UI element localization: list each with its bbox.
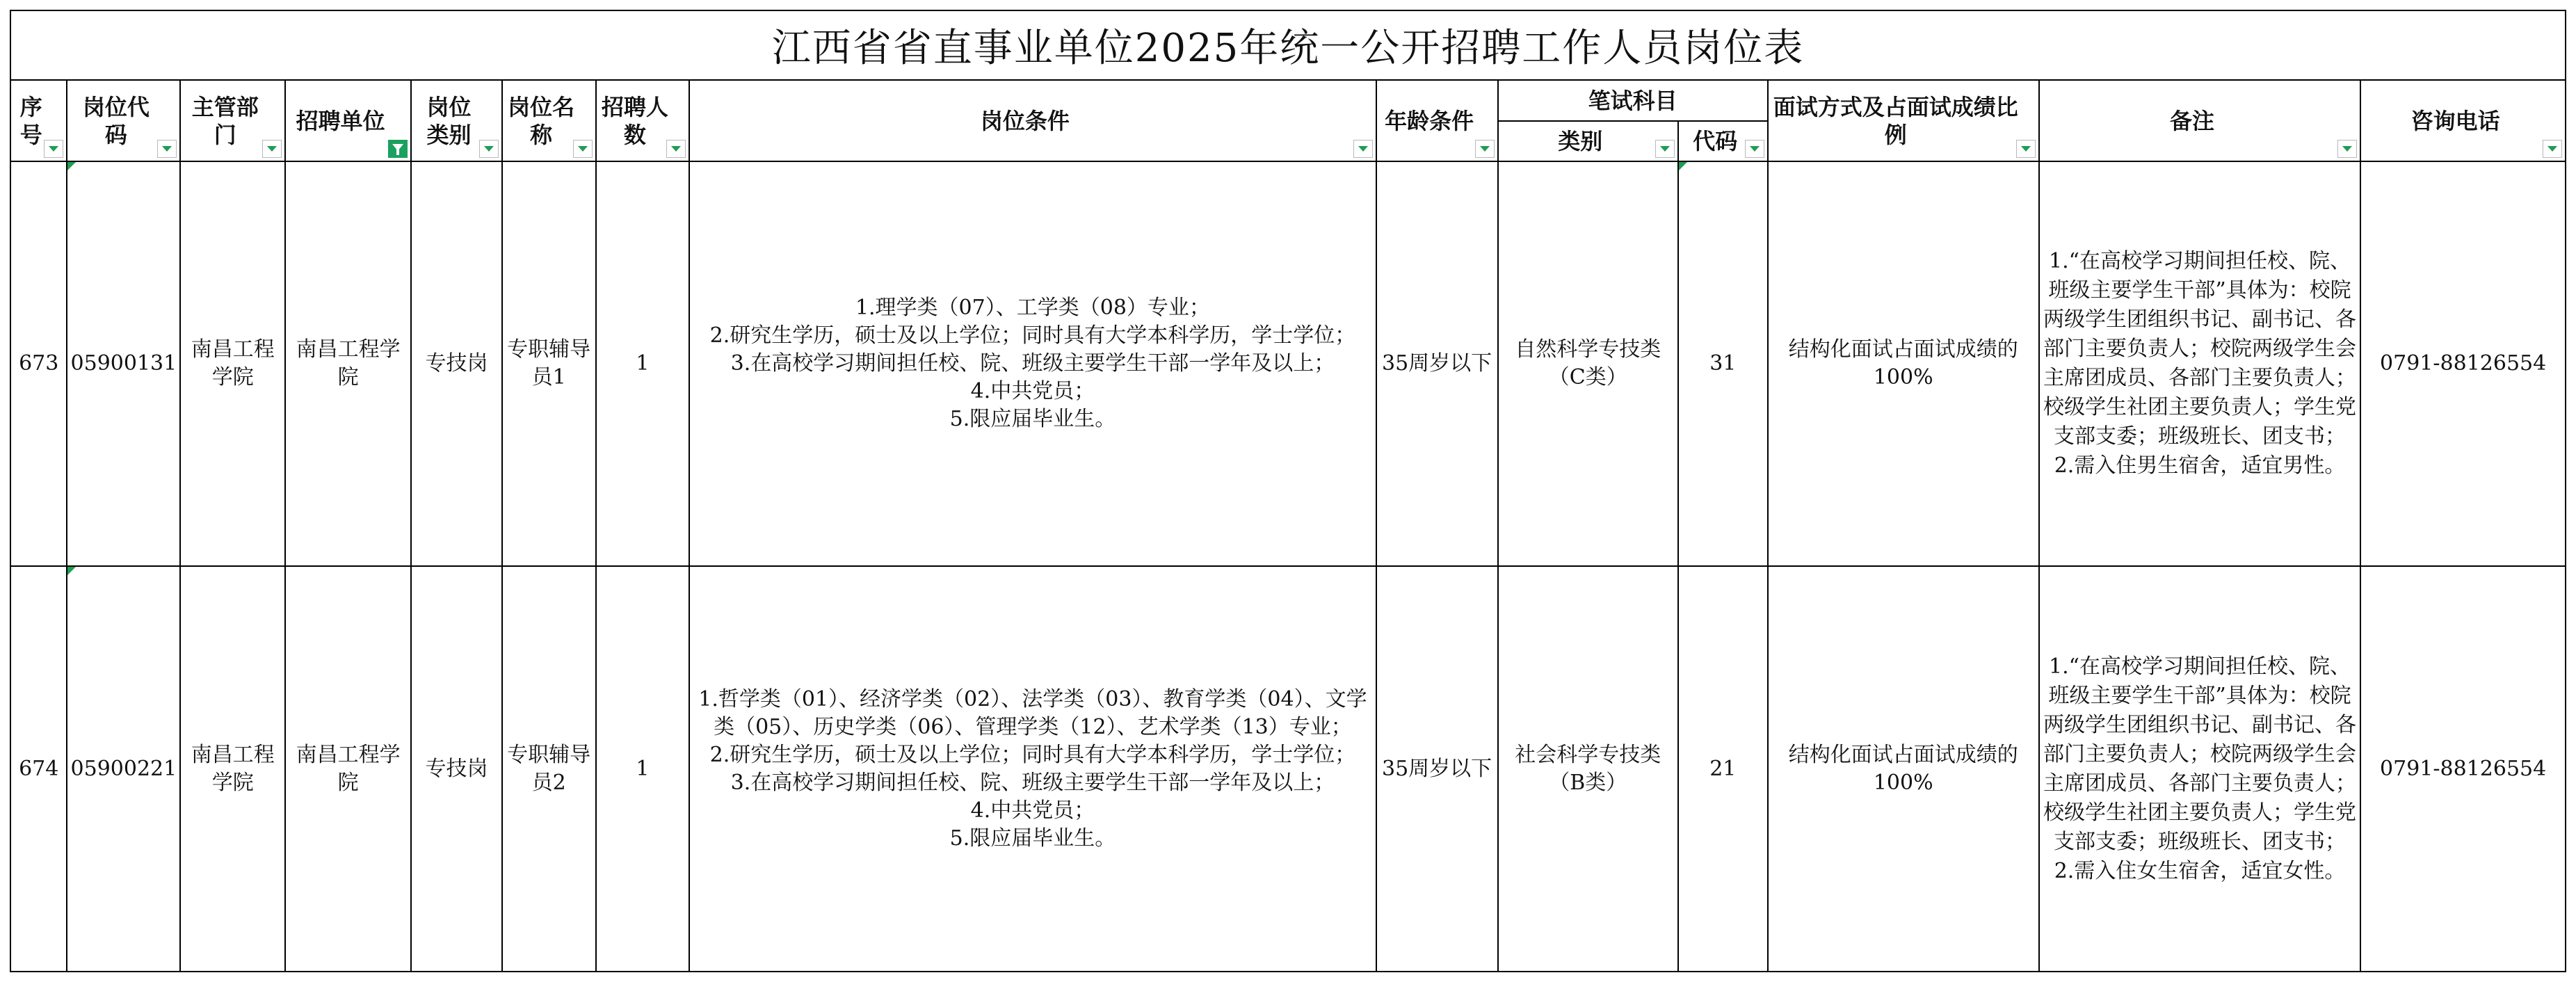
- header-dept: 主管部门: [180, 81, 285, 161]
- header-cond: 岗位条件: [689, 81, 1376, 161]
- remark-line: 1.“在高校学习期间担任校、院、班级主要学生干部”具体为：校院两级学生团组织书记、副书记、各部门主要负责人；校院两级学生会主席团成员、各部门主要负责人；校级学生社团主要负责人；学生党支部支委；班级班长、团支书；: [2043, 654, 2357, 854]
- filter-dropdown-icon[interactable]: [573, 140, 593, 158]
- cell-code[interactable]: 05900131: [67, 161, 180, 566]
- filter-dropdown-icon[interactable]: [2337, 140, 2357, 158]
- spreadsheet: [10, 10, 2566, 972]
- header-remark: 备注: [2039, 81, 2361, 161]
- cell-written-category[interactable]: 社会科学专技类（B类）: [1498, 566, 1678, 971]
- filter-dropdown-icon[interactable]: [1745, 140, 1764, 158]
- positions-table: [11, 81, 2565, 971]
- cell-seq[interactable]: 673: [11, 161, 67, 566]
- cell-remark[interactable]: [2039, 566, 2361, 971]
- condition-line: 5.限应届毕业生。: [949, 407, 1116, 431]
- header-written-category: 类别: [1498, 121, 1678, 161]
- cell-type[interactable]: 专技岗: [411, 566, 502, 971]
- cell-code[interactable]: 05900221: [67, 566, 180, 971]
- header-code: 岗位代码: [67, 81, 180, 161]
- remark-line: 2.需入住女生宿舍，适宜女性。: [2054, 858, 2346, 883]
- table-row: [11, 161, 2565, 566]
- filter-dropdown-icon[interactable]: [2543, 140, 2562, 158]
- condition-line: 5.限应届毕业生。: [949, 826, 1116, 851]
- filter-dropdown-icon[interactable]: [44, 140, 63, 158]
- page-title: 江西省省直事业单位2025年统一公开招聘工作人员岗位表: [11, 11, 2565, 81]
- cell-conditions[interactable]: [689, 566, 1376, 971]
- cell-name[interactable]: 专职辅导员2: [502, 566, 596, 971]
- table-row: [11, 566, 2565, 971]
- filter-dropdown-icon[interactable]: [262, 140, 282, 158]
- condition-line: 3.在高校学习期间担任校、院、班级主要学生干部一学年及以上；: [730, 770, 1335, 795]
- comment-marker: [67, 162, 76, 170]
- cell-age[interactable]: 35周岁以下: [1376, 566, 1498, 971]
- condition-line: 1.理学类（07）、工学类（08）专业；: [855, 296, 1210, 320]
- condition-line: 4.中共党员；: [970, 798, 1095, 823]
- filter-dropdown-icon[interactable]: [1475, 140, 1495, 158]
- cell-seq[interactable]: 674: [11, 566, 67, 971]
- cell-dept[interactable]: 南昌工程学院: [180, 566, 285, 971]
- remark-line: 1.“在高校学习期间担任校、院、班级主要学生干部”具体为：校院两级学生团组织书记、副书记、各部门主要负责人；校院两级学生会主席团成员、各部门主要负责人；校级学生社团主要负责人；学生党支部支委；班级班长、团支书；: [2043, 249, 2357, 449]
- header-count: 招聘人数: [596, 81, 690, 161]
- header-written: 笔试科目: [1498, 81, 1768, 121]
- header-seq: 序号: [11, 81, 67, 161]
- cell-written-code[interactable]: 21: [1678, 566, 1768, 971]
- header-interview: 面试方式及占面试成绩比例: [1768, 81, 2039, 161]
- cell-count[interactable]: 1: [596, 566, 690, 971]
- cell-interview[interactable]: 结构化面试占面试成绩的100%: [1768, 161, 2039, 566]
- cell-age[interactable]: 35周岁以下: [1376, 161, 1498, 566]
- condition-line: 3.在高校学习期间担任校、院、班级主要学生干部一学年及以上；: [730, 351, 1335, 376]
- header-phone: 咨询电话: [2360, 81, 2565, 161]
- cell-count[interactable]: 1: [596, 161, 690, 566]
- condition-line: 2.研究生学历，硕士及以上学位；同时具有大学本科学历，学士学位；: [709, 323, 1356, 348]
- filter-dropdown-icon[interactable]: [157, 140, 177, 158]
- filter-dropdown-icon[interactable]: [1655, 140, 1675, 158]
- cell-conditions[interactable]: [689, 161, 1376, 566]
- header-type: 岗位类别: [411, 81, 502, 161]
- header-name: 岗位名称: [502, 81, 596, 161]
- condition-line: 1.哲学类（01）、经济学类（02）、法学类（03）、教育学类（04）、文学类（05）、历史学类（06）、管理学类（12）、艺术学类（13）专业；: [698, 686, 1367, 739]
- remark-line: 2.需入住男生宿舍，适宜男性。: [2054, 453, 2346, 478]
- cell-remark[interactable]: [2039, 161, 2361, 566]
- comment-marker: [67, 567, 76, 575]
- cell-unit[interactable]: 南昌工程学院: [285, 161, 411, 566]
- filter-dropdown-icon[interactable]: [2016, 140, 2036, 158]
- cell-written-code[interactable]: 31: [1678, 161, 1768, 566]
- condition-line: 4.中共党员；: [970, 379, 1095, 403]
- header-unit: 招聘单位: [285, 81, 411, 161]
- filter-dropdown-icon[interactable]: [666, 140, 686, 158]
- cell-dept[interactable]: 南昌工程学院: [180, 161, 285, 566]
- header-age: 年龄条件: [1376, 81, 1498, 161]
- cell-phone[interactable]: 0791-88126554: [2360, 566, 2565, 971]
- filter-dropdown-icon[interactable]: [479, 140, 499, 158]
- header-written-code: 代码: [1678, 121, 1768, 161]
- cell-unit[interactable]: 南昌工程学院: [285, 566, 411, 971]
- condition-line: 2.研究生学历，硕士及以上学位；同时具有大学本科学历，学士学位；: [709, 742, 1356, 767]
- filter-active-icon[interactable]: [388, 140, 408, 158]
- cell-name[interactable]: 专职辅导员1: [502, 161, 596, 566]
- cell-written-category[interactable]: 自然科学专技类（C类）: [1498, 161, 1678, 566]
- cell-phone[interactable]: 0791-88126554: [2360, 161, 2565, 566]
- filter-dropdown-icon[interactable]: [1353, 140, 1373, 158]
- cell-type[interactable]: 专技岗: [411, 161, 502, 566]
- comment-marker: [1679, 162, 1687, 170]
- cell-interview[interactable]: 结构化面试占面试成绩的100%: [1768, 566, 2039, 971]
